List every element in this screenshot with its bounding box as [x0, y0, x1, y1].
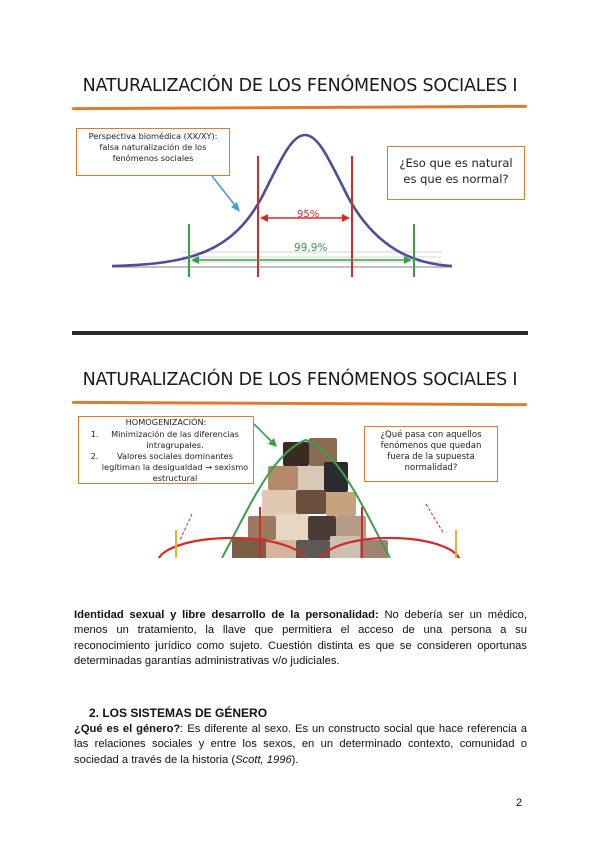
callout-natural-text: ¿Eso que es natural es que es normal?	[399, 156, 513, 186]
label-999: 99,9%	[294, 242, 328, 254]
para2-bold: ¿Qué es el género?	[74, 723, 181, 735]
callout-biomedica	[76, 128, 230, 176]
homog-item-1: 1. Minimización de las diferencias intragrupales.	[101, 429, 249, 451]
callout-natural-normal	[387, 146, 525, 200]
section-heading: 2. LOS SISTEMAS DE GÉNERO	[89, 706, 268, 720]
para1-bold: Identidad sexual y libre desarrollo de la personalidad:	[74, 609, 379, 621]
slide2-title: NATURALIZACIÓN DE LOS FENÓMENOS SOCIALES I	[82, 370, 518, 390]
callout-biomedica-text: Perspectiva biomédica (XX/XY): falsa naturalización de los fenómenos sociales	[88, 131, 218, 163]
callout-normalidad-text: ¿Qué pasa con aquellos fenómenos que quedan fuera de la supuesta normalidad?	[380, 430, 482, 473]
callout-normalidad	[364, 426, 498, 482]
para2-cite: Scott, 1996	[235, 753, 292, 766]
paragraph-identidad	[74, 608, 527, 669]
paragraph-genero	[74, 722, 527, 768]
slide1-title: NATURALIZACIÓN DE LOS FENÓMENOS SOCIALES I	[82, 76, 518, 96]
homog-title: HOMOGENIZACIÓN:	[125, 417, 207, 427]
para2-end: ).	[291, 753, 299, 766]
title-underline-2	[72, 401, 527, 406]
para1-text: No debería ser un médico, menos un tratamiento, la llave que permitiera el acceso de una persona a su reconocimiento jurídico como sujeto. Cuestión distinta es que se consideren oportunas determinadas garantías administrativas v/o judiciales.	[74, 609, 527, 667]
page-number: 2	[516, 797, 523, 809]
homog-item-2: 2. Valores sociales dominantes legitiman la desigualdad → sexismo estructural	[101, 451, 249, 484]
label-95: 95%	[297, 209, 320, 220]
callout-homogenizacion	[78, 416, 254, 484]
slide-divider	[72, 331, 528, 335]
para2-text: : Es diferente al sexo. Es un constructo social que hace referencia a las relaciones sociales y entre los sexos, en un determinado contexto, comunidad o sociedad a través de la historia (	[74, 723, 527, 766]
title-underline	[72, 105, 527, 110]
